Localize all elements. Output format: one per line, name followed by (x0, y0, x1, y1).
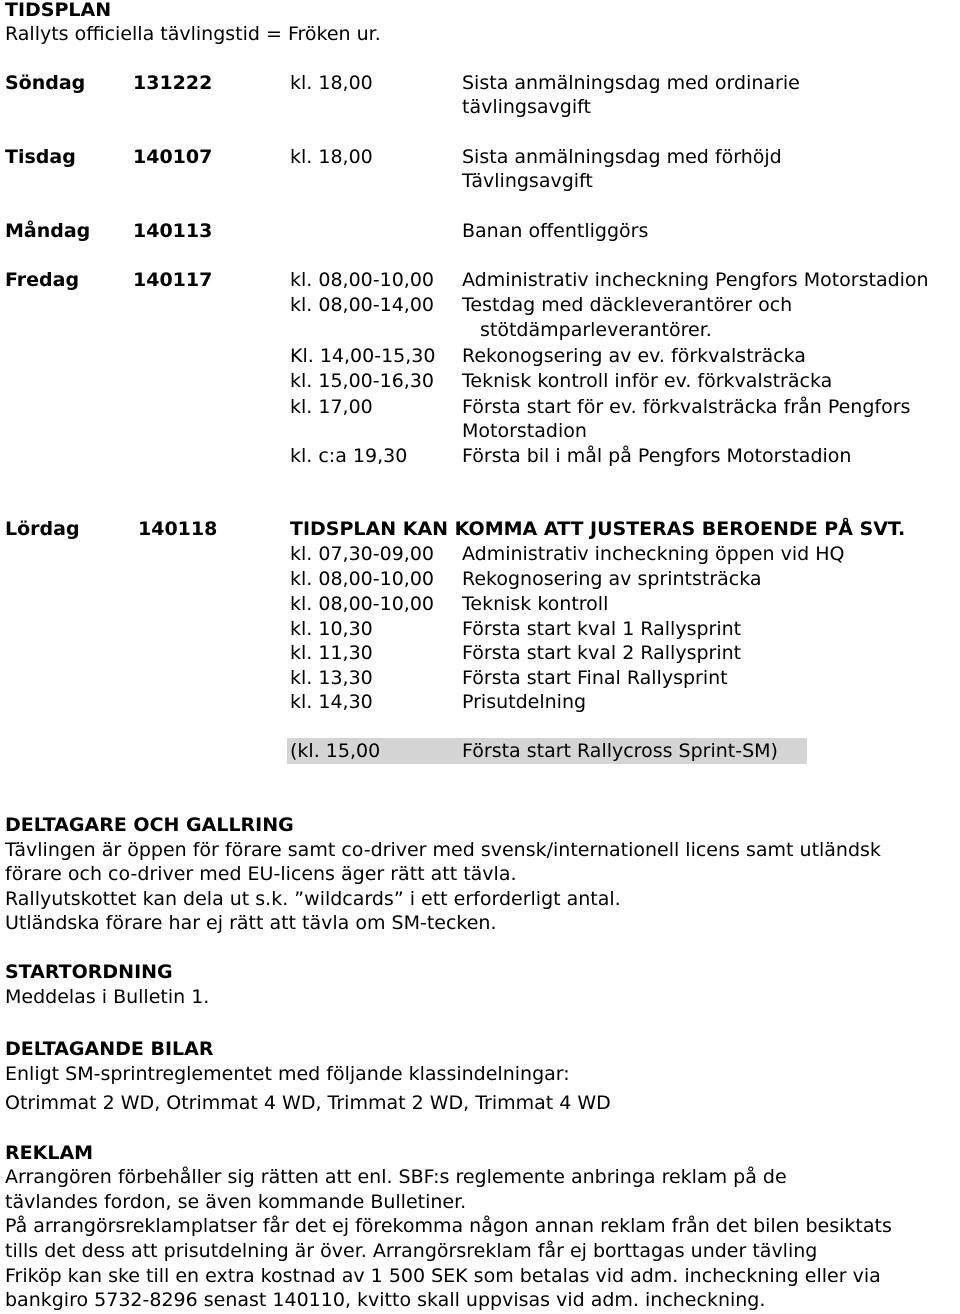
schedule-row (5, 169, 960, 193)
schedule-desc: Första start för ev. förkvalsträcka från Pengfors (462, 396, 911, 418)
section-text: Otrimmat 2 WD, Otrimmat 4 WD, Trimmat 2 WD, Trimmat 4 WD (5, 1092, 611, 1114)
section-text: Tävlingen är öppen för förare samt co-driver med svensk/internationell licens samt utländsk (5, 839, 881, 861)
schedule-row (5, 419, 960, 443)
schedule-time: kl. 08,00-10,00 (290, 593, 435, 615)
schedule-desc: Första bil i mål på Pengfors Motorstadion (462, 445, 852, 467)
section-heading: DELTAGANDE BILAR (5, 1038, 214, 1060)
schedule-row (5, 641, 960, 665)
schedule-row (5, 268, 960, 292)
schedule-desc: Första start Rallycross Sprint-SM) (462, 740, 778, 762)
schedule-desc: stötdämparleverantörer. (480, 319, 712, 341)
schedule-time: kl. 14,30 (290, 691, 373, 713)
schedule-time: kl. 08,00-14,00 (290, 294, 435, 316)
schedule-desc: Banan offentliggörs (462, 220, 649, 242)
schedule-row (5, 395, 960, 419)
schedule-desc: Prisutdelning (462, 691, 587, 713)
schedule-day: Tisdag (5, 146, 76, 168)
schedule-day: Måndag (5, 220, 91, 242)
section-text: På arrangörsreklamplatser får det ej förekomma någon annan reklam från det bilen besiktats (5, 1215, 892, 1237)
schedule-row (5, 219, 960, 243)
schedule-date: 140117 (133, 269, 213, 291)
schedule-time: kl. 11,30 (290, 642, 373, 664)
schedule-row (5, 369, 960, 393)
section-heading: STARTORDNING (5, 961, 173, 983)
schedule-desc: Teknisk kontroll (462, 593, 609, 615)
section-text: förare och co-driver med EU-licens äger rätt att tävla. (5, 863, 517, 885)
schedule-desc: Rekonogsering av ev. förkvalsträcka (462, 345, 806, 367)
schedule-desc: Motorstadion (462, 420, 587, 442)
schedule-date: 140113 (133, 220, 213, 242)
schedule-desc: Första start kval 2 Rallysprint (462, 642, 742, 664)
schedule-time: kl. 08,00-10,00 (290, 269, 435, 291)
schedule-desc: tävlingsavgift (462, 96, 591, 118)
schedule-desc: Första start Final Rallysprint (462, 667, 728, 689)
page-subtitle: Rallyts officiella tävlingstid = Fröken ur. (5, 23, 381, 45)
schedule-time: kl. 13,30 (290, 667, 373, 689)
schedule-time: kl. 08,00-10,00 (290, 568, 435, 590)
schedule-date: 131222 (133, 72, 213, 94)
schedule-row (5, 318, 960, 342)
schedule-row (5, 71, 960, 95)
schedule-row (5, 592, 960, 616)
schedule-row (5, 444, 960, 468)
section-text: Meddelas i Bulletin 1. (5, 986, 210, 1008)
schedule-row (5, 666, 960, 690)
schedule-row (5, 344, 960, 368)
schedule-date: 140118 (138, 518, 218, 540)
schedule-time: kl. 15,00-16,30 (290, 370, 435, 392)
schedule-desc: Rekognosering av sprintsträcka (462, 568, 762, 590)
section-text: Arrangören förbehåller sig rätten att enl. SBF:s reglemente anbringa reklam på de (5, 1166, 787, 1188)
section-text: tävlandes fordon, se även kommande Bulletiner. (5, 1191, 467, 1213)
schedule-desc: Administrativ incheckning Pengfors Motorstadion (462, 269, 929, 291)
section-text: Utländska förare har ej rätt att tävla om SM-tecken. (5, 912, 497, 934)
section-text: bankgiro 5732-8296 senast 140110, kvitto skall uppvisas vid adm. incheckning. (5, 1289, 766, 1311)
schedule-row (5, 542, 960, 566)
schedule-desc: Teknisk kontroll inför ev. förkvalsträcka (462, 370, 833, 392)
schedule-day: Fredag (5, 269, 80, 291)
schedule-desc: Administrativ incheckning öppen vid HQ (462, 543, 845, 565)
schedule-row (5, 293, 960, 317)
schedule-time: kl. 18,00 (290, 146, 373, 168)
section-text: tills det dess att prisutdelning är över. Arrangörsreklam får ej borttagas under tävling (5, 1240, 818, 1262)
section-text: Enligt SM-sprintreglementet med följande klassindelningar: (5, 1063, 570, 1085)
schedule-row (5, 567, 960, 591)
schedule-desc: Tävlingsavgift (462, 170, 593, 192)
schedule-day: Lördag (5, 518, 80, 540)
schedule-row (5, 617, 960, 641)
schedule-desc: Första start kval 1 Rallysprint (462, 618, 742, 640)
schedule-time: kl. 17,00 (290, 396, 373, 418)
schedule-time: kl. 10,30 (290, 618, 373, 640)
schedule-notice: TIDSPLAN KAN KOMMA ATT JUSTERAS BEROENDE PÅ SVT. (290, 518, 906, 540)
schedule-row (5, 517, 960, 541)
page-title: TIDSPLAN (5, 0, 112, 21)
schedule-day: Söndag (5, 72, 86, 94)
section-heading: REKLAM (5, 1142, 94, 1164)
section-heading: DELTAGARE OCH GALLRING (5, 814, 294, 836)
schedule-time: kl. 18,00 (290, 72, 373, 94)
schedule-row (5, 739, 960, 763)
schedule-time: Kl. 14,00-15,30 (290, 345, 436, 367)
schedule-desc: Sista anmälningsdag med ordinarie (462, 72, 800, 94)
section-text: Friköp kan ske till en extra kostnad av 1 500 SEK som betalas vid adm. incheckning eller via (5, 1265, 881, 1287)
section-text: Rallyutskottet kan dela ut s.k. ”wildcards” i ett erforderligt antal. (5, 888, 621, 910)
schedule-desc: Testdag med däckleverantörer och (462, 294, 793, 316)
schedule-row (5, 145, 960, 169)
schedule-time: kl. c:a 19,30 (290, 445, 408, 467)
schedule-time: kl. 07,30-09,00 (290, 543, 435, 565)
schedule-row (5, 95, 960, 119)
schedule-desc: Sista anmälningsdag med förhöjd (462, 146, 782, 168)
schedule-row (5, 690, 960, 714)
schedule-time: (kl. 15,00 (290, 740, 381, 762)
schedule-date: 140107 (133, 146, 213, 168)
